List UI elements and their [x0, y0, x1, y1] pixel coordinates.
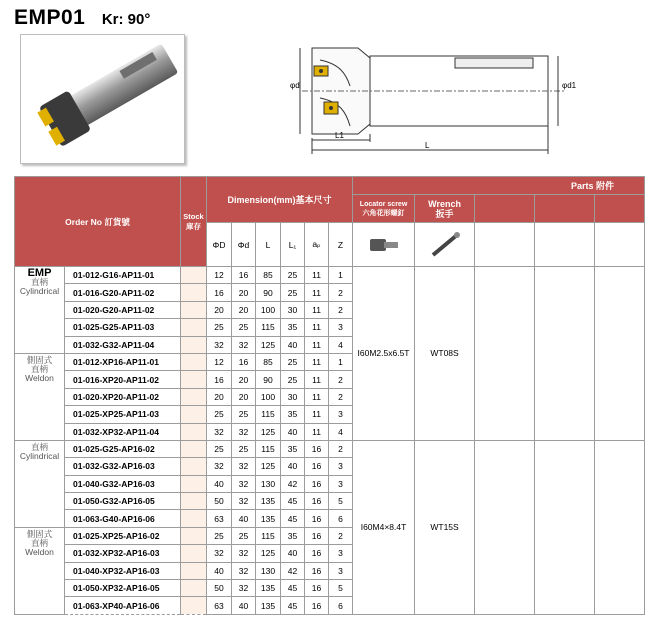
cell-L: 90 [256, 371, 281, 388]
cell-D: 25 [207, 319, 232, 336]
cell-D: 20 [207, 301, 232, 318]
stock-cell [181, 267, 207, 284]
cell-L: 125 [256, 423, 281, 440]
group-en: Weldon [25, 546, 54, 557]
cell-ap: 11 [305, 388, 329, 405]
cell-ap: 16 [305, 527, 329, 544]
cell-D: 12 [207, 353, 232, 370]
cell-D: 50 [207, 580, 232, 597]
cell-L1: 40 [281, 545, 305, 562]
cell-Z: 2 [329, 371, 353, 388]
dimension-header: Dimension(mm)基本尺寸 [207, 177, 353, 223]
cell-ap: 16 [305, 562, 329, 579]
cell-L1: 45 [281, 493, 305, 510]
cell-d: 32 [232, 458, 256, 475]
cell-L: 115 [256, 319, 281, 336]
cell-Z: 2 [329, 284, 353, 301]
cell-ap: 16 [305, 545, 329, 562]
cell-D: 32 [207, 336, 232, 353]
cell-D: 40 [207, 562, 232, 579]
cell-L1: 45 [281, 597, 305, 614]
wrench-spec: WT08S [415, 267, 475, 441]
stock-cell [181, 510, 207, 527]
group-cn: 側固式 直柄 [26, 354, 53, 374]
cell-L1: 40 [281, 423, 305, 440]
cell-d: 16 [232, 353, 256, 370]
cell-L: 85 [256, 267, 281, 284]
cell-L: 100 [256, 388, 281, 405]
cell-L: 125 [256, 545, 281, 562]
cell-ap: 11 [305, 267, 329, 284]
stock-cell [181, 284, 207, 301]
cell-Z: 3 [329, 319, 353, 336]
cell-d: 20 [232, 371, 256, 388]
cell-Z: 3 [329, 406, 353, 423]
cell-L1: 40 [281, 336, 305, 353]
parts-empty-cell [595, 267, 645, 441]
cell-L1: 35 [281, 440, 305, 457]
cell-Z: 3 [329, 545, 353, 562]
order-header: Order No 訂貨號 [15, 177, 181, 267]
model-name: EMP01 [14, 6, 86, 29]
order-number: 01-040-XP32-AP16-03 [65, 562, 181, 579]
parts-blank-1 [475, 223, 535, 267]
cell-L1: 45 [281, 580, 305, 597]
cell-d: 20 [232, 284, 256, 301]
group-en: Cylindrical [19, 286, 60, 296]
stock-cell [181, 353, 207, 370]
cell-L: 130 [256, 562, 281, 579]
wrench-header-en: Wrench [428, 198, 461, 209]
cell-D: 16 [207, 284, 232, 301]
col-d: Φd [232, 223, 256, 267]
parts-empty-cell [535, 440, 595, 614]
cell-D: 40 [207, 475, 232, 492]
group-cn: 直柄 [30, 277, 48, 287]
cell-ap: 11 [305, 423, 329, 440]
order-number: 01-063-G40-AP16-06 [65, 510, 181, 527]
cell-ap: 16 [305, 458, 329, 475]
order-number: 01-012-XP16-AP11-01 [65, 353, 181, 370]
cell-ap: 11 [305, 336, 329, 353]
order-number: 01-040-G32-AP16-03 [65, 475, 181, 492]
screw-spec: I60M4×8.4T [353, 440, 415, 614]
cell-L: 100 [256, 301, 281, 318]
cell-L: 115 [256, 527, 281, 544]
label-phi-D: φd [290, 81, 300, 90]
cell-d: 32 [232, 580, 256, 597]
stock-cell [181, 527, 207, 544]
cell-Z: 5 [329, 580, 353, 597]
table-row [15, 267, 645, 284]
order-number: 01-020-XP20-AP11-02 [65, 388, 181, 405]
cell-ap: 11 [305, 353, 329, 370]
cell-D: 25 [207, 440, 232, 457]
stock-cell [181, 545, 207, 562]
stock-cell [181, 580, 207, 597]
order-number: 01-063-XP40-AP16-06 [65, 597, 181, 614]
stock-cell [181, 597, 207, 614]
screw-spec: I60M2.5x6.5T [353, 267, 415, 441]
spec-table [14, 176, 645, 615]
cell-ap: 16 [305, 510, 329, 527]
cell-D: 25 [207, 527, 232, 544]
cell-Z: 2 [329, 527, 353, 544]
stock-cell [181, 423, 207, 440]
cell-Z: 6 [329, 597, 353, 614]
stock-cell [181, 319, 207, 336]
parts-empty-1 [475, 195, 535, 223]
cell-D: 50 [207, 493, 232, 510]
cell-ap: 16 [305, 493, 329, 510]
stock-cell [181, 336, 207, 353]
parts-empty-cell [595, 440, 645, 614]
order-number: 01-032-XP32-AP16-03 [65, 545, 181, 562]
order-number: 01-016-G20-AP11-02 [65, 284, 181, 301]
label-L1: L1 [335, 131, 344, 140]
cell-Z: 4 [329, 423, 353, 440]
group-label [15, 353, 65, 440]
cell-d: 25 [232, 319, 256, 336]
parts-blank-3 [595, 223, 645, 267]
cell-D: 25 [207, 406, 232, 423]
cell-L1: 35 [281, 319, 305, 336]
col-L1: L₁ [281, 223, 305, 267]
cell-ap: 16 [305, 580, 329, 597]
cell-L1: 30 [281, 388, 305, 405]
parts-empty-2 [535, 195, 595, 223]
cell-Z: 6 [329, 510, 353, 527]
cell-L1: 25 [281, 284, 305, 301]
stock-cell [181, 301, 207, 318]
screw-header [353, 195, 415, 223]
order-number: 01-032-G32-AP11-04 [65, 336, 181, 353]
cell-d: 40 [232, 510, 256, 527]
order-number: 01-032-XP32-AP11-04 [65, 423, 181, 440]
parts-empty-3 [595, 195, 645, 223]
cell-Z: 4 [329, 336, 353, 353]
parts-empty-cell [535, 267, 595, 441]
cell-L1: 40 [281, 458, 305, 475]
cell-L: 90 [256, 284, 281, 301]
cell-L: 125 [256, 336, 281, 353]
cell-D: 20 [207, 388, 232, 405]
cell-ap: 11 [305, 301, 329, 318]
parts-empty-cell [475, 440, 535, 614]
cell-D: 32 [207, 423, 232, 440]
label-L: L [425, 141, 430, 150]
parts-blank-2 [535, 223, 595, 267]
cell-Z: 2 [329, 388, 353, 405]
cell-d: 40 [232, 597, 256, 614]
cell-d: 25 [232, 440, 256, 457]
cell-L: 115 [256, 406, 281, 423]
cell-ap: 11 [305, 371, 329, 388]
cell-Z: 1 [329, 267, 353, 284]
group-label [15, 527, 65, 614]
order-number: 01-025-XP25-AP16-02 [65, 527, 181, 544]
wrench-image [415, 223, 475, 267]
group-cn: 直柄 [30, 441, 48, 452]
cell-L: 135 [256, 580, 281, 597]
cell-L1: 35 [281, 527, 305, 544]
cell-d: 32 [232, 423, 256, 440]
cell-D: 32 [207, 545, 232, 562]
stock-cell [181, 388, 207, 405]
cell-Z: 2 [329, 440, 353, 457]
stock-header: Stock 庫存 [181, 177, 207, 267]
cell-Z: 3 [329, 458, 353, 475]
cell-ap: 16 [305, 475, 329, 492]
stock-cell [181, 406, 207, 423]
cell-L1: 30 [281, 301, 305, 318]
stock-cell [181, 458, 207, 475]
cell-L: 135 [256, 597, 281, 614]
cell-D: 12 [207, 267, 232, 284]
cell-d: 25 [232, 527, 256, 544]
cell-L: 130 [256, 475, 281, 492]
cell-ap: 11 [305, 284, 329, 301]
cell-L: 125 [256, 458, 281, 475]
group-main: EMP [27, 267, 52, 279]
col-Z: Z [329, 223, 353, 267]
order-number: 01-016-XP20-AP11-02 [65, 371, 181, 388]
cell-L: 115 [256, 440, 281, 457]
cell-L1: 25 [281, 371, 305, 388]
cell-D: 63 [207, 597, 232, 614]
stock-cell [181, 475, 207, 492]
order-number: 01-012-G16-AP11-01 [65, 267, 181, 284]
product-photo [20, 34, 185, 164]
kr-angle: Kr: 90° [101, 11, 151, 28]
order-number: 01-025-G25-AP11-03 [65, 319, 181, 336]
screw-header-en: Locator screw [359, 200, 408, 208]
label-phi-d1: φd1 [562, 81, 577, 90]
parts-empty-cell [475, 267, 535, 441]
parts-header: Parts 附件 [353, 177, 645, 195]
cell-D: 16 [207, 371, 232, 388]
cell-d: 32 [232, 475, 256, 492]
group-label [15, 267, 65, 354]
order-number: 01-025-G25-AP16-02 [65, 440, 181, 457]
cell-Z: 1 [329, 353, 353, 370]
screw-image [353, 223, 415, 267]
cell-L1: 25 [281, 353, 305, 370]
page-title [14, 6, 150, 30]
stock-cell [181, 371, 207, 388]
cell-L1: 25 [281, 267, 305, 284]
cell-D: 32 [207, 458, 232, 475]
cell-L: 85 [256, 353, 281, 370]
wrench-header [415, 195, 475, 223]
order-number: 01-025-XP25-AP11-03 [65, 406, 181, 423]
cell-d: 20 [232, 301, 256, 318]
cell-L: 135 [256, 493, 281, 510]
stock-cell [181, 562, 207, 579]
cell-L1: 35 [281, 406, 305, 423]
cell-d: 25 [232, 406, 256, 423]
cell-ap: 16 [305, 597, 329, 614]
wrench-header-cn: 扳手 [435, 208, 454, 219]
stock-cell [181, 440, 207, 457]
col-L: L [256, 223, 281, 267]
order-number: 01-050-G32-AP16-05 [65, 493, 181, 510]
cell-d: 20 [232, 388, 256, 405]
cell-ap: 11 [305, 406, 329, 423]
cell-ap: 16 [305, 440, 329, 457]
table-row [15, 440, 645, 457]
group-en: Weldon [25, 372, 54, 383]
cell-d: 16 [232, 267, 256, 284]
col-ap: aₚ [305, 223, 329, 267]
cell-d: 32 [232, 336, 256, 353]
group-cn: 側固式 直柄 [26, 528, 53, 548]
technical-drawing [290, 38, 590, 156]
order-number: 01-032-G32-AP16-03 [65, 458, 181, 475]
wrench-spec: WT15S [415, 440, 475, 614]
cell-d: 32 [232, 493, 256, 510]
cell-Z: 3 [329, 475, 353, 492]
cell-L1: 42 [281, 475, 305, 492]
cell-L1: 45 [281, 510, 305, 527]
cell-ap: 11 [305, 319, 329, 336]
cell-d: 32 [232, 545, 256, 562]
cell-Z: 3 [329, 562, 353, 579]
cell-Z: 2 [329, 301, 353, 318]
col-D: ΦD [207, 223, 232, 267]
order-number: 01-050-XP32-AP16-05 [65, 580, 181, 597]
cell-Z: 5 [329, 493, 353, 510]
group-label [15, 440, 65, 527]
order-number: 01-020-G20-AP11-02 [65, 301, 181, 318]
group-en: Cylindrical [19, 450, 60, 461]
cell-L: 135 [256, 510, 281, 527]
cell-L1: 42 [281, 562, 305, 579]
screw-header-cn: 六角花形螺釘 [362, 209, 405, 217]
cell-D: 63 [207, 510, 232, 527]
cell-d: 32 [232, 562, 256, 579]
stock-cell [181, 493, 207, 510]
